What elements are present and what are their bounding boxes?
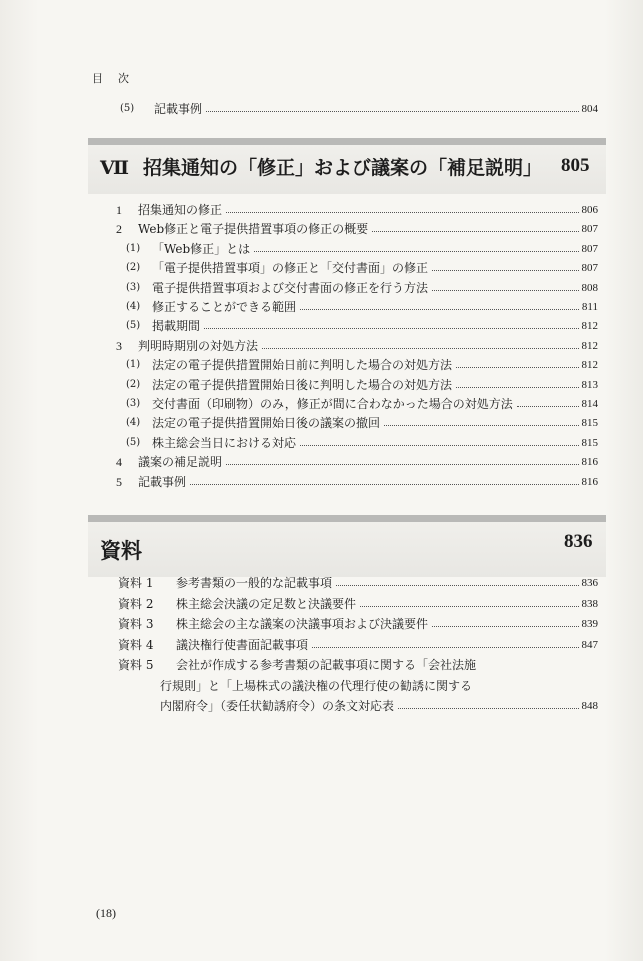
toc-entry-page: 816 [581,475,598,488]
shiryo-entry[interactable] [118,638,598,652]
leader-dots [312,646,578,648]
shiryo-entry-continuation[interactable] [160,699,598,713]
toc-entry-title: 議案の補足説明 [138,455,223,470]
leader-dots [456,386,578,388]
leader-dots [372,230,578,232]
footer-page-number: (18) [96,906,116,920]
shiryo-entry-title: 会社が作成する参考書類の記載事項に関する「会社法施 [176,658,477,672]
leader-dots [206,110,578,112]
shiryo-entry-page: 838 [581,597,598,610]
leader-dots [517,405,579,407]
toc-entry-title: 判明時期別の対処方法 [138,338,259,353]
shiryo-entry[interactable] [118,617,598,631]
shiryo-entry-page: 839 [581,618,598,630]
toc-subsection-entry[interactable] [126,261,598,275]
leader-dots [300,308,579,310]
shiryo-entry-page: 847 [581,638,598,651]
shiryo-entry-continuation[interactable] [160,679,598,693]
shiryo-entry-title: 議決権行使書面記載事項 [176,637,309,652]
toc-entry-page: 811 [581,301,598,313]
toc-subsection-entry[interactable] [126,378,598,392]
toc-entry-title: Web修正と電子提供措置事項の修正の概要 [138,222,369,237]
toc-entry-page: 807 [581,223,598,236]
leader-dots [226,211,578,213]
toc-entry-num: (5) [126,320,141,332]
leader-dots [432,269,578,271]
chapter-title-text: 招集通知の「修正」および議案の「補足説明」 [142,157,542,179]
toc-entry-page: 808 [581,281,598,294]
leader-dots [384,424,578,426]
toc-section-entry[interactable] [116,455,598,469]
toc-entry-title: 「電子提供措置事項」の修正と「交付書面」の修正 [152,261,429,276]
toc-entry-page: 812 [581,359,598,372]
toc-entry-page: 812 [581,320,598,333]
toc-subsection-entry[interactable] [126,436,598,450]
shiryo-entry-num: 資料 4 [118,637,154,652]
toc-subsection-entry[interactable] [126,358,598,372]
shiryo-band-shade [88,522,606,577]
leader-dots [226,463,578,465]
toc-entry-page: 807 [581,242,598,255]
toc-entry-page: 807 [581,262,598,275]
toc-entry-top[interactable] [120,102,598,116]
leader-dots [398,707,578,709]
shiryo-band-bar [88,515,606,522]
toc-subsection-entry[interactable] [126,281,598,295]
toc-entry-num: (2) [126,262,141,274]
leader-dots [300,444,578,446]
toc-section-entry[interactable] [116,339,598,353]
toc-entry-num: (5) [120,103,135,114]
shiryo-header-band [88,515,606,577]
toc-entry-page: 815 [581,436,598,449]
shiryo-entry-title: 参考書類の一般的な記載事項 [176,576,333,590]
toc-subsection-entry[interactable] [126,397,598,411]
toc-entry-num: (4) [126,301,141,312]
leader-dots [360,605,578,607]
chapter-title[interactable] [100,153,542,180]
shiryo-entry-page: 848 [581,700,598,712]
toc-entry-page: 806 [581,204,598,216]
shiryo-entry[interactable] [118,576,598,590]
toc-entry-title: 記載事例 [154,102,203,116]
toc-entry-page: 813 [581,378,598,391]
toc-entry-title: 交付書面（印刷物）のみ，修正が間に合わなかった場合の対処方法 [152,397,513,411]
toc-section-entry[interactable] [116,203,598,217]
toc-entry-num: 1 [116,203,122,217]
leader-dots [456,366,578,368]
toc-entry-title: 電子提供措置事項および交付書面の修正を行う方法 [152,280,429,295]
shiryo-entry-num: 資料 3 [118,617,154,631]
chapter-band-bar [88,138,606,145]
toc-entry-title: 記載事例 [138,474,187,489]
shiryo-entry-num: 資料 2 [118,596,154,611]
toc-entry-page: 815 [581,417,598,430]
toc-entry-title: 法定の電子提供措置開始日前に判明した場合の対処方法 [152,358,453,373]
toc-entry-title: 法定の電子提供措置開始日後の議案の撤回 [152,416,381,431]
toc-entry-num: 5 [116,474,122,489]
toc-entry-title: 株主総会当日における対応 [152,435,297,450]
toc-entry-num: (5) [126,436,141,448]
shiryo-page: 836 [564,531,593,552]
toc-entry-num: 3 [116,338,122,353]
toc-subsection-entry[interactable] [126,416,598,430]
toc-entry-page: 814 [581,398,598,410]
toc-subsection-entry[interactable] [126,300,598,314]
chapter-numeral: Ⅶ [100,157,129,179]
toc-entry-num: 2 [116,222,122,237]
shiryo-entry-title: 内閣府令」（委任状勧誘府令）の条文対応表 [160,699,395,713]
toc-entry-title: 掲載期間 [152,319,201,334]
leader-dots [432,289,578,291]
shiryo-entry-title: 株主総会決議の定足数と決議要件 [176,596,357,611]
toc-entry-num: (1) [126,359,141,371]
shiryo-title[interactable]: 資料 [100,538,142,563]
chapter-page: 805 [561,155,590,176]
toc-entry-title: 法定の電子提供措置開始日後に判明した場合の対処方法 [152,377,453,392]
toc-entry-page: 816 [581,456,598,469]
leader-dots [262,347,578,349]
toc-entry-title: 招集通知の修正 [138,203,223,217]
toc-subsection-entry[interactable] [126,319,598,333]
shiryo-entry-title: 行規則」と「上場株式の議決権の代理行使の勧誘に関する [160,678,473,693]
shiryo-entry-num: 資料 5 [118,658,154,672]
toc-section-entry[interactable] [116,475,598,489]
toc-subsection-entry[interactable] [126,242,598,256]
toc-entry-page: 812 [581,339,598,352]
leader-dots [336,584,578,586]
toc-entry-num: (3) [126,398,141,409]
leader-dots [254,250,578,252]
toc-entry-title: 「Web修正」とは [152,241,251,256]
toc-entry-title: 修正することができる範囲 [152,300,297,314]
toc-section-entry[interactable] [116,222,598,236]
toc-entry-num: (4) [126,417,141,429]
toc-entry-num: 4 [116,455,122,470]
shiryo-entry-num: 資料 1 [118,576,154,590]
running-head: 目 次 [92,72,131,85]
toc-entry-num: (1) [126,242,141,254]
leader-dots [190,483,578,485]
toc-entry-page: 804 [581,103,598,115]
shiryo-entry-title: 株主総会の主な議案の決議事項および決議要件 [176,617,429,631]
shiryo-entry[interactable] [118,658,598,672]
shiryo-entry[interactable] [118,597,598,611]
leader-dots [204,327,578,329]
shiryo-entry-page: 836 [581,577,598,589]
leader-dots [432,625,578,627]
toc-entry-num: (3) [126,281,141,293]
toc-entry-num: (2) [126,378,141,390]
